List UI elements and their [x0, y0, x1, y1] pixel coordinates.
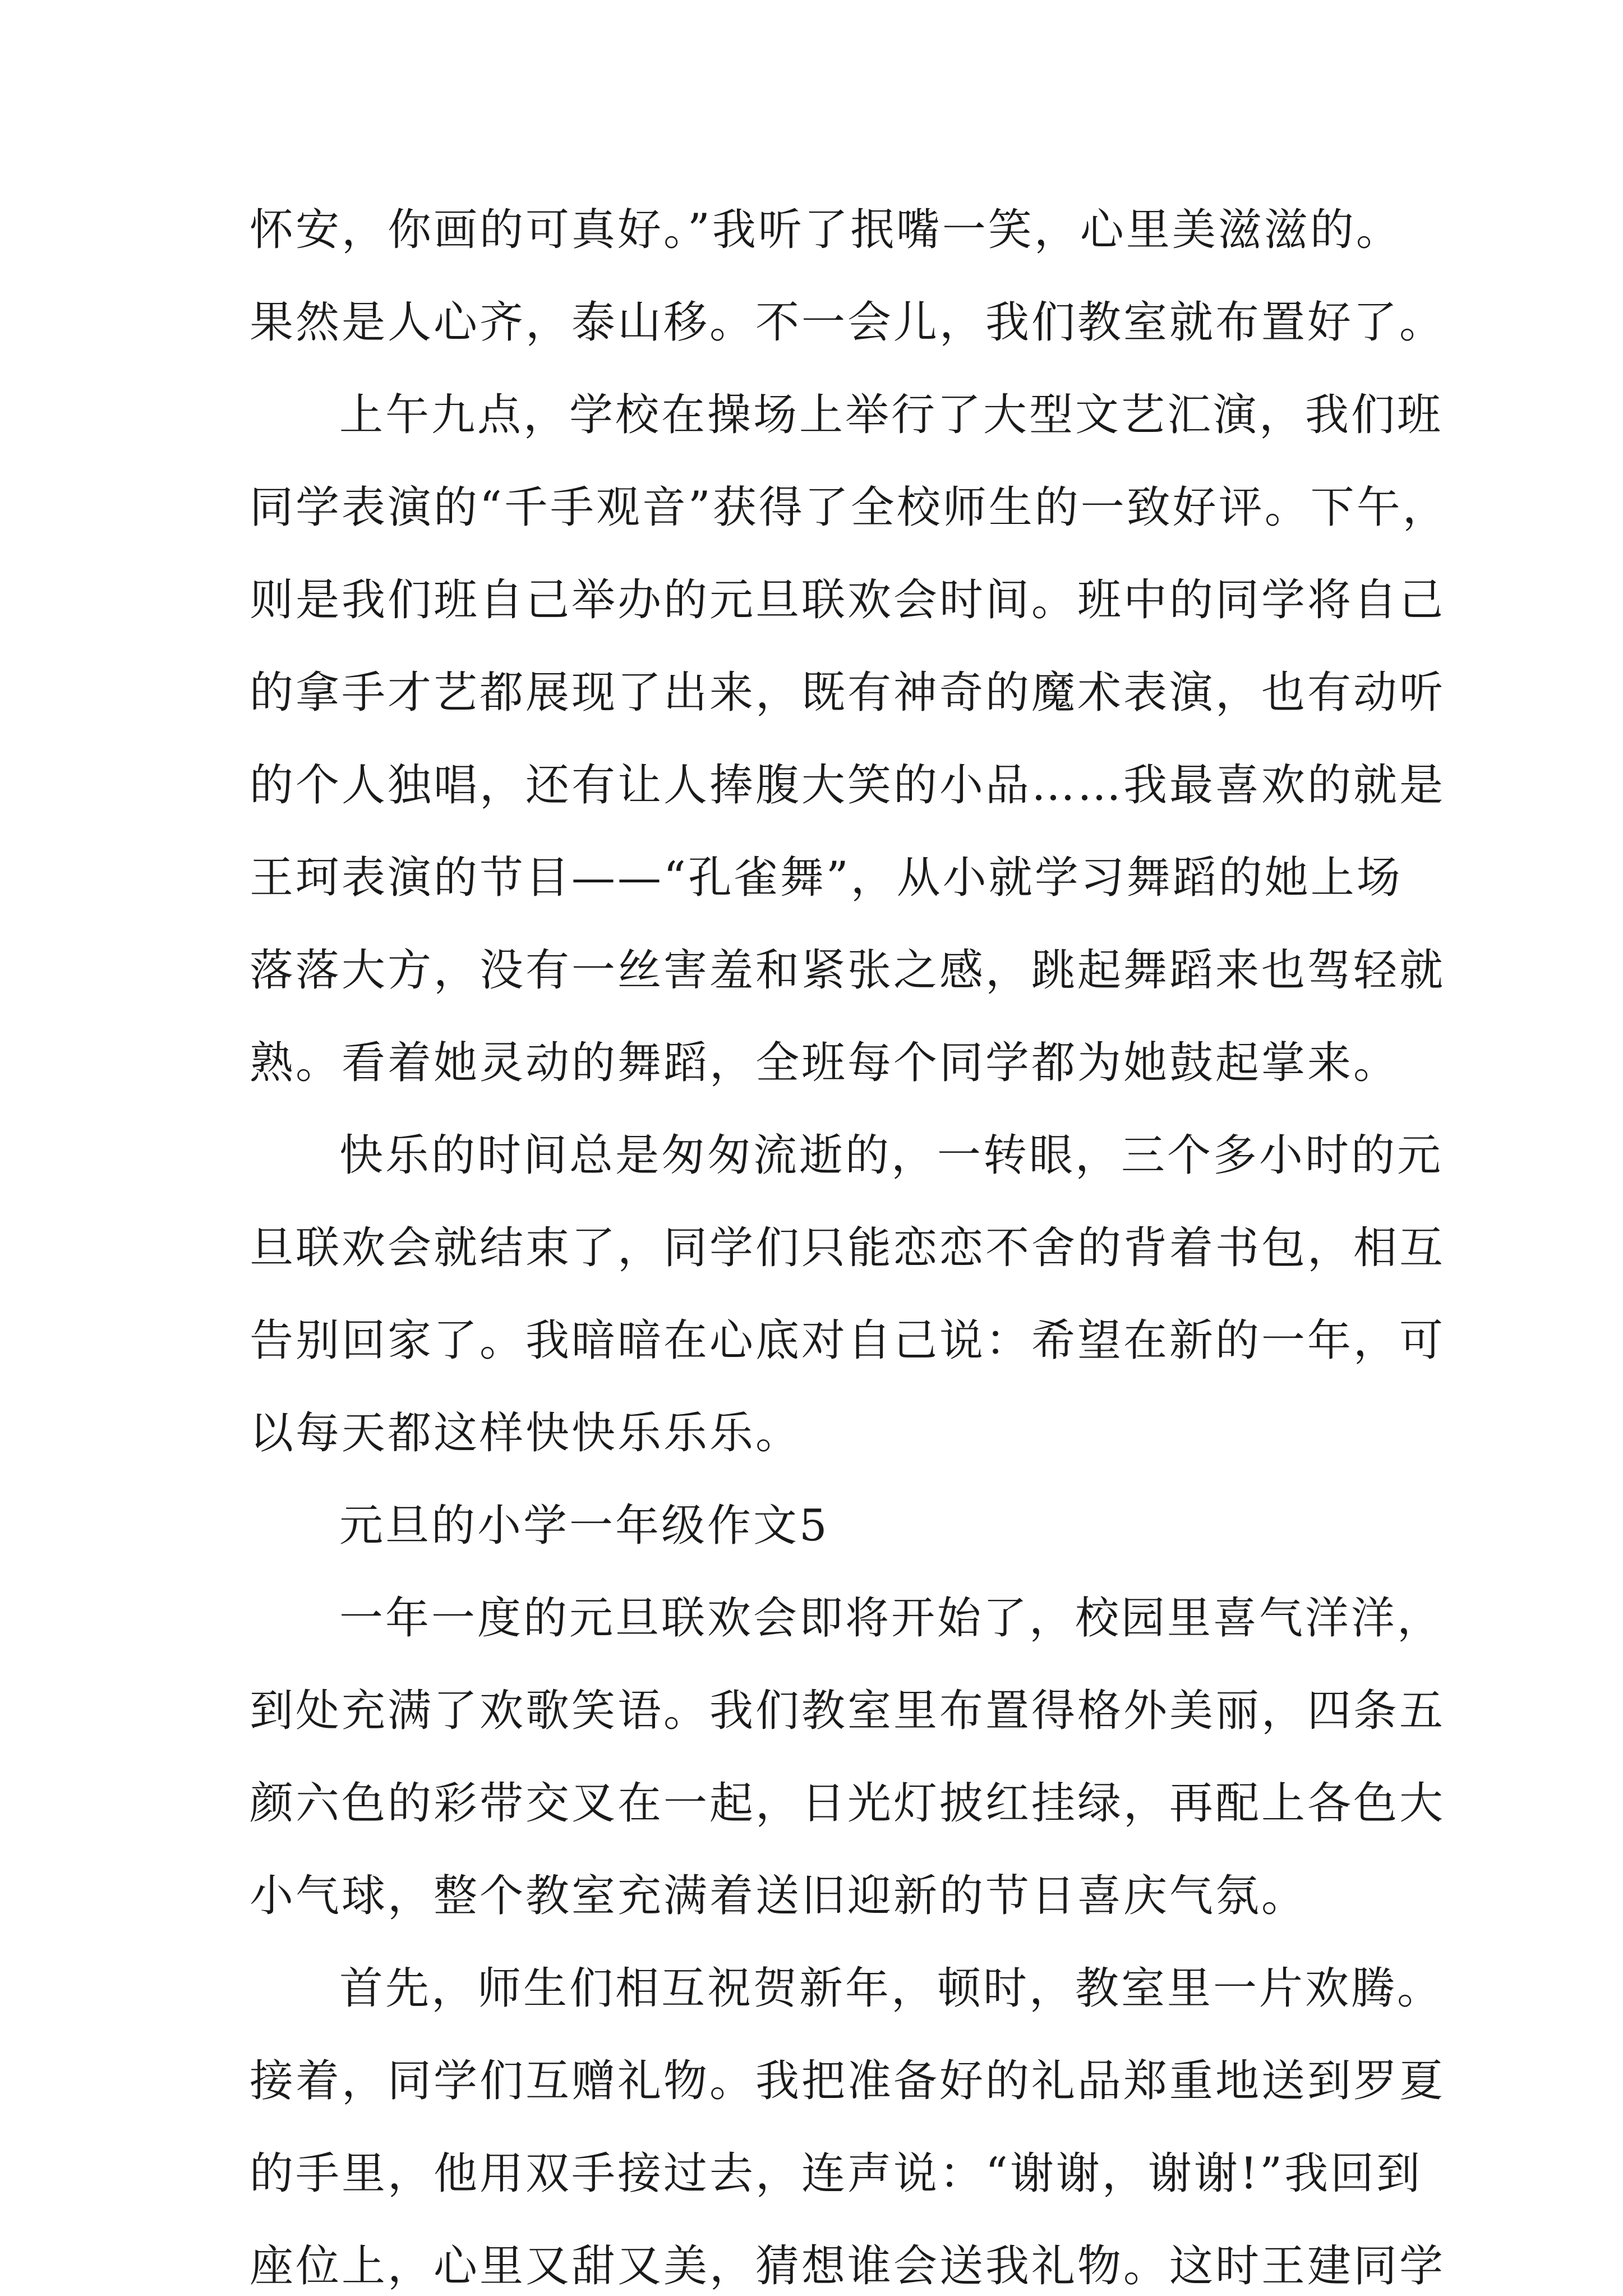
text-line: 落落大方，没有一丝害羞和紧张之感，跳起舞蹈来也驾轻就 — [250, 945, 1446, 996]
text-line: 的个人独唱，还有让人捧腹大笑的小品……我最喜欢的就是 — [250, 760, 1446, 811]
text-line: 上午九点，学校在操场上举行了大型文艺汇演，我们班 — [339, 390, 1444, 440]
text-line: 旦联欢会就结束了，同学们只能恋恋不舍的背着书包，相互 — [250, 1223, 1446, 1273]
text-line: 果然是人心齐，泰山移。不一会儿，我们教室就布置好了。 — [250, 297, 1446, 348]
text-line: 一年一度的元旦联欢会即将开始了，校园里喜气洋洋， — [339, 1593, 1444, 1644]
text-line: 的手里，他用双手接过去，连声说：“谢谢，谢谢!”我回到 — [250, 2148, 1423, 2199]
text-line: 到处充满了欢歌笑语。我们教室里布置得格外美丽，四条五 — [250, 1686, 1446, 1736]
text-line: 的拿手才艺都展现了出来，既有神奇的魔术表演，也有动听 — [250, 668, 1446, 718]
text-line: 快乐的时间总是匆匆流逝的，一转眼，三个多小时的元 — [339, 1130, 1444, 1181]
text-line: 颜六色的彩带交叉在一起，日光灯披红挂绿，再配上各色大 — [250, 1778, 1446, 1829]
text-line: 怀安，你画的可真好。”我听了抿嘴一笑，心里美滋滋的。 — [250, 205, 1402, 255]
text-line: 告别回家了。我暗暗在心底对自己说：希望在新的一年，可 — [250, 1315, 1446, 1366]
text-line: 以每天都这样快快乐乐乐。 — [250, 1408, 802, 1458]
text-line: 王珂表演的节目——“孔雀舞”，从小就学习舞蹈的她上场 — [250, 853, 1403, 903]
text-line: 接着，同学们互赠礼物。我把准备好的礼品郑重地送到罗夏 — [250, 2056, 1446, 2106]
text-line: 首先，师生们相互祝贺新年，顿时，教室里一片欢腾。 — [339, 1963, 1444, 2014]
text-line: 小气球，整个教室充满着送旧迎新的节日喜庆气氛。 — [250, 1871, 1308, 1921]
text-line: 则是我们班自己举办的元旦联欢会时间。班中的同学将自己 — [250, 575, 1446, 625]
text-line: 熟。看着她灵动的舞蹈，全班每个同学都为她鼓起掌来。 — [250, 1038, 1400, 1088]
section-heading: 元旦的小学一年级作文5 — [339, 1501, 829, 1551]
text-line: 座位上，心里又甜又美，猜想谁会送我礼物。这时王建同学 — [250, 2241, 1446, 2292]
text-line: 同学表演的“千手观音”获得了全校师生的一致好评。下午， — [250, 482, 1449, 533]
